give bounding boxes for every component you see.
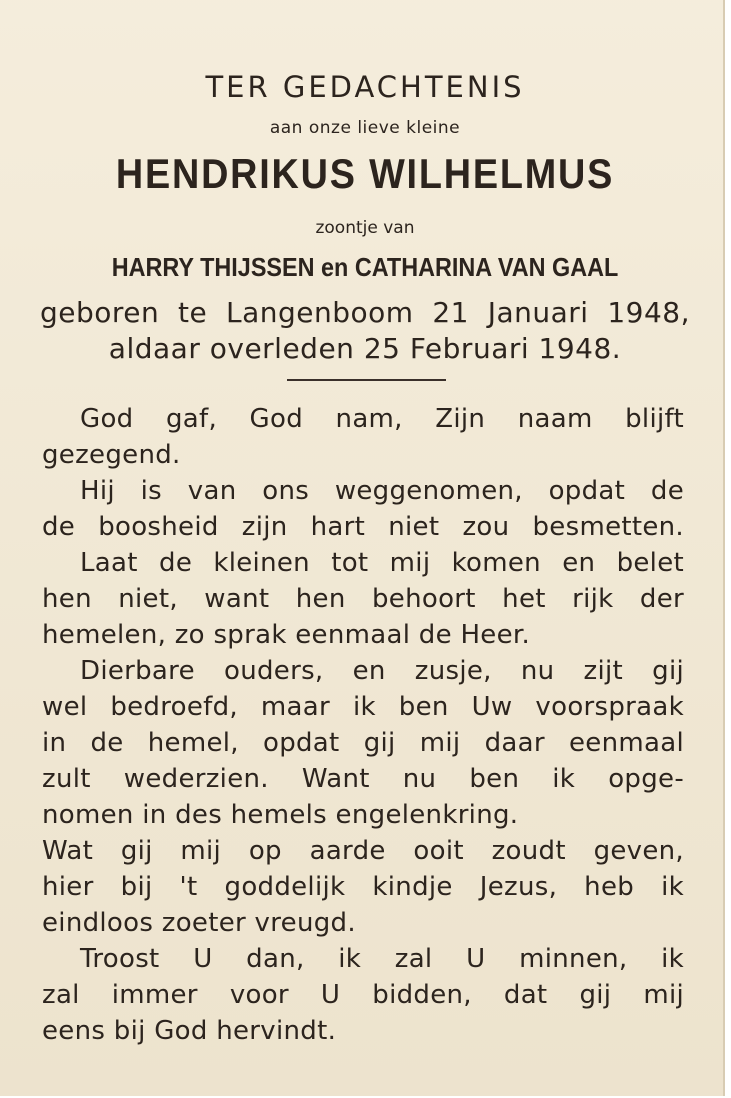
relation-text: zoontje van [315,218,415,238]
poem-line: eindloos zoeter vreugd. [42,908,356,938]
divider-rule [287,379,446,381]
poem-line: in de hemel, opdat gij mij daar eenmaal [42,728,684,758]
deceased-name: HENDRIKUS WILHELMUS [115,150,615,197]
poem-line: Laat de kleinen tot mij komen en belet [80,548,684,578]
poem-line: God gaf, God nam, Zijn naam blijft [80,404,684,434]
poem-line: wel bedroefd, maar ik ben Uw voorspraak [42,692,684,722]
card-title: TER GEDACHTENIS [205,70,525,104]
birth-line: geboren te Langenboom 21 Januari 1948, [40,296,690,329]
poem-line: zult wederzien. Want nu ben ik opge- [42,764,684,794]
poem-line: eens bij God hervindt. [42,1016,337,1046]
poem-line: hemelen, zo sprak eenmaal de Heer. [42,620,531,650]
parents-names: HARRY THIJSSEN en CATHARINA VAN GAAL [111,252,619,282]
poem-line: nomen in des hemels engelenkring. [42,800,519,830]
poem-line: gezegend. [42,440,181,470]
poem-line: zal immer voor U bidden, dat gij mij [42,980,684,1010]
poem-line: hen niet, want hen behoort het rijk der [42,584,684,614]
poem-line: Troost U dan, ik zal U minnen, ik [80,944,684,974]
death-line: aldaar overleden 25 Februari 1948. [108,332,622,365]
poem-line: de boosheid zijn hart niet zou besmetten. [42,512,684,542]
poem-line: hier bij 't goddelijk kindje Jezus, heb ik [42,872,684,902]
poem-line: Hij is van ons weggenomen, opdat de [80,476,684,506]
poem-line: Dierbare ouders, en zusje, nu zijt gij [80,656,684,686]
poem-line: Wat gij mij op aarde ooit zoudt geven, [42,836,684,866]
card-subtitle: aan onze lieve kleine [269,118,461,138]
